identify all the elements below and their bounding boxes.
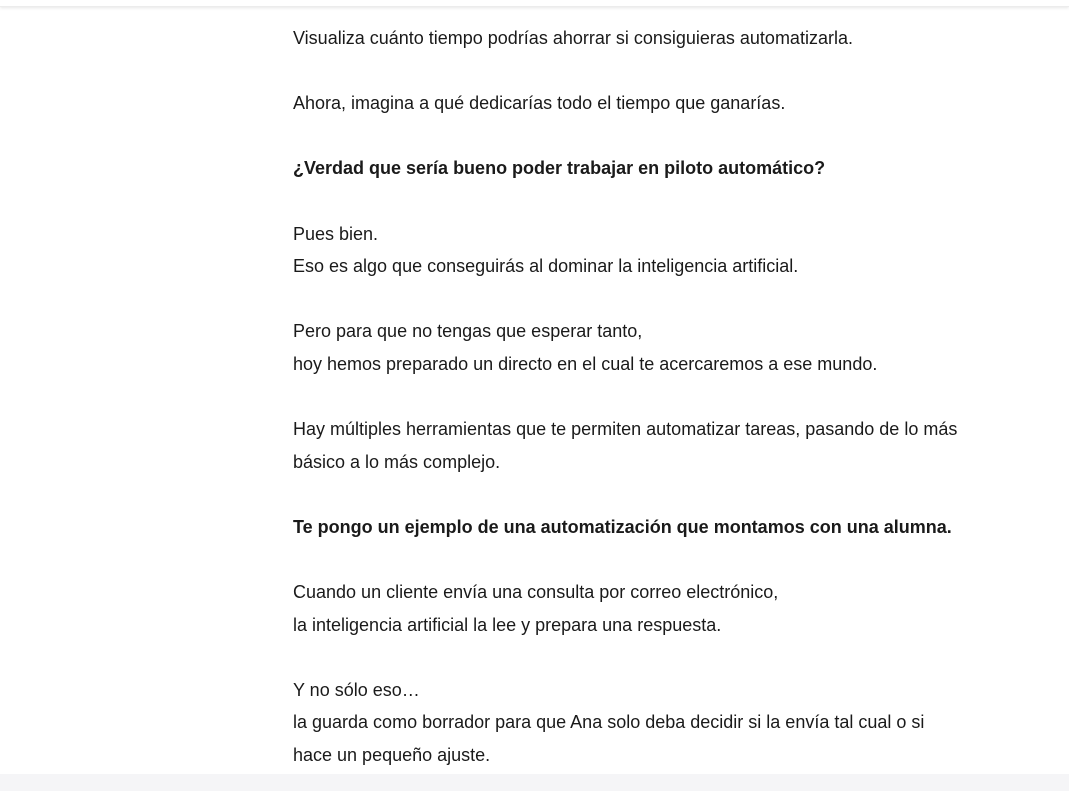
top-toolbar-edge (0, 0, 1069, 7)
blank-line (293, 381, 1013, 414)
bottom-bar (0, 774, 1069, 791)
blank-line (293, 641, 1013, 674)
blank-line (293, 544, 1013, 577)
body-line: Hay múltiples herramientas que te permiten automatizar tareas, pasando de lo más (293, 419, 958, 440)
blank-line (293, 55, 1013, 88)
email-body (293, 22, 1013, 772)
body-line: Visualiza cuánto tiempo podrías ahorrar si consiguieras automatizarla. (293, 28, 853, 48)
body-line: la guarda como borrador para que Ana solo deba decidir si la envía tal cual o si (293, 712, 925, 733)
body-line: Eso es algo que conseguirás al dominar la inteligencia artificial. (293, 256, 799, 277)
body-line: la inteligencia artificial la lee y prepara una respuesta. (293, 614, 722, 635)
body-line: Pero para que no tengas que esperar tanto, (293, 321, 643, 342)
body-line: Ahora, imagina a qué dedicarías todo el tiempo que ganarías. (293, 93, 786, 114)
body-line: hace un pequeño ajuste. (293, 745, 491, 766)
body-line: hoy hemos preparado un directo en el cual te acercaremos a ese mundo. (293, 353, 878, 374)
body-line-bold: Te pongo un ejemplo de una automatización que montamos con una alumna. (293, 516, 952, 537)
body-line-bold: ¿Verdad que sería bueno poder trabajar en piloto automático? (293, 158, 826, 179)
body-line: Pues bien. (293, 223, 379, 244)
body-line: Cuando un cliente envía una consulta por correo electrónico, (293, 582, 779, 603)
body-line: Y no sólo eso… (293, 679, 420, 700)
blank-line (293, 283, 1013, 316)
body-line: básico a lo más complejo. (293, 451, 501, 472)
blank-line (293, 478, 1013, 511)
blank-line (293, 120, 1013, 153)
blank-line (293, 185, 1013, 218)
